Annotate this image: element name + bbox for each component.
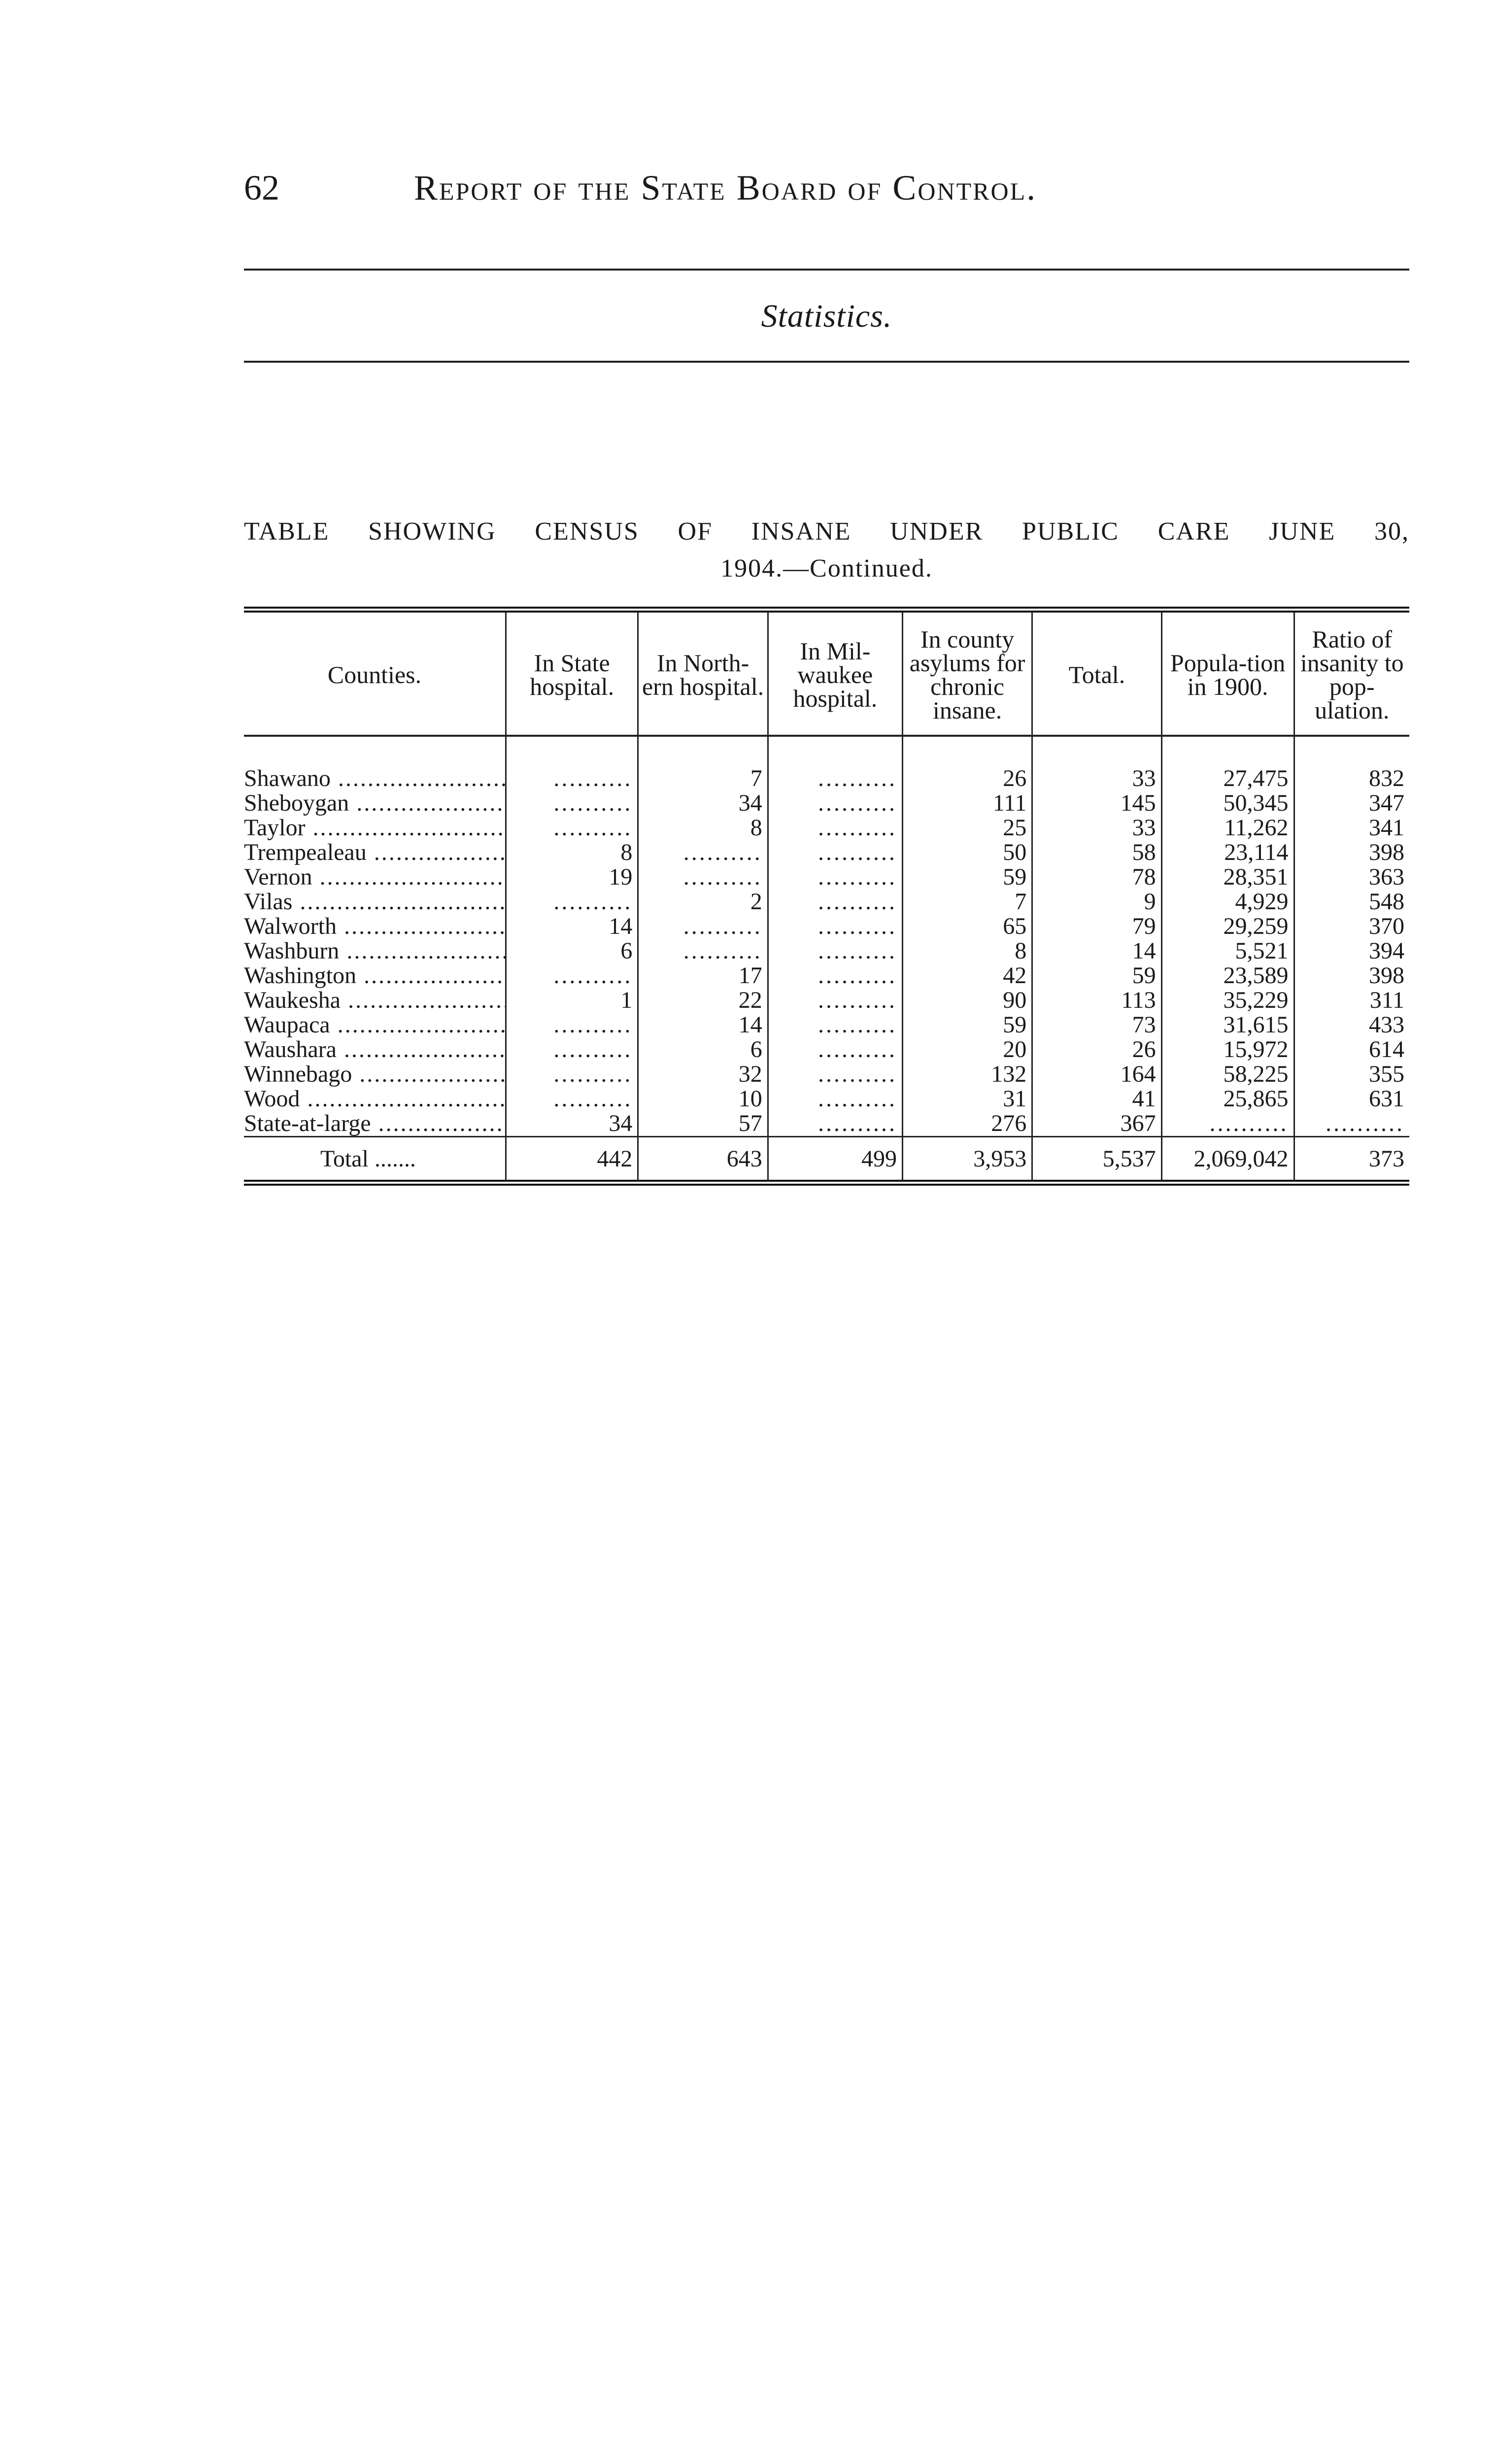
column-header: Total.	[1032, 610, 1161, 736]
cell-milwaukee: ..........	[768, 890, 902, 914]
document-page	[244, 168, 1409, 1186]
table-row	[244, 988, 1409, 1013]
cell-population: 4,929	[1161, 890, 1294, 914]
cell-milwaukee: ..........	[768, 1037, 902, 1062]
cell-ratio: 631	[1294, 1087, 1409, 1111]
cell-northern: 10	[638, 1087, 768, 1111]
cell-state: ..........	[506, 1013, 638, 1037]
cell-total: 58	[1032, 840, 1161, 865]
cell-northern: 6	[638, 1037, 768, 1062]
cell-northern: 57	[638, 1111, 768, 1137]
cell-population: 58,225	[1161, 1062, 1294, 1087]
county-name: Winnebago .....	[244, 1062, 506, 1087]
cell-milwaukee: ..........	[768, 939, 902, 963]
cell-population: 27,475	[1161, 736, 1294, 791]
column-header: In Mil-waukee hospital.	[768, 610, 902, 736]
cell-northern: 7	[638, 736, 768, 791]
cell-total: 33	[1032, 816, 1161, 840]
cell-state: ..........	[506, 963, 638, 988]
cell-total: 145	[1032, 791, 1161, 816]
cell-asylums: 31	[902, 1087, 1032, 1111]
table-row	[244, 791, 1409, 816]
census-table	[244, 607, 1409, 1186]
cell-ratio: 548	[1294, 890, 1409, 914]
cell-northern: 32	[638, 1062, 768, 1087]
county-name: Shawano .....	[244, 736, 506, 791]
cell-ratio: 347	[1294, 791, 1409, 816]
column-header: In State hospital.	[506, 610, 638, 736]
cell-state: ..........	[506, 1087, 638, 1111]
cell-ratio: 355	[1294, 1062, 1409, 1087]
cell-ratio: 398	[1294, 963, 1409, 988]
cell-total: 14	[1032, 939, 1161, 963]
cell-state: ..........	[506, 816, 638, 840]
total-state: 442	[506, 1137, 638, 1183]
cell-state: ..........	[506, 791, 638, 816]
cell-ratio: ..........	[1294, 1111, 1409, 1137]
table-row	[244, 914, 1409, 939]
table-row	[244, 963, 1409, 988]
total-asylums: 3,953	[902, 1137, 1032, 1183]
cell-state: 34	[506, 1111, 638, 1137]
table-row	[244, 939, 1409, 963]
cell-northern: 17	[638, 963, 768, 988]
county-name: Waukesha .....	[244, 988, 506, 1013]
cell-ratio: 311	[1294, 988, 1409, 1013]
county-name: Walworth .....	[244, 914, 506, 939]
cell-milwaukee: ..........	[768, 840, 902, 865]
cell-total: 26	[1032, 1037, 1161, 1062]
cell-asylums: 59	[902, 1013, 1032, 1037]
cell-northern: ..........	[638, 865, 768, 890]
table-row	[244, 736, 1409, 791]
cell-asylums: 7	[902, 890, 1032, 914]
cell-milwaukee: ..........	[768, 736, 902, 791]
table-row	[244, 840, 1409, 865]
cell-ratio: 341	[1294, 816, 1409, 840]
cell-state: ..........	[506, 1037, 638, 1062]
cell-asylums: 132	[902, 1062, 1032, 1087]
table-body	[244, 736, 1409, 1137]
cell-state: 8	[506, 840, 638, 865]
cell-milwaukee: ..........	[768, 963, 902, 988]
county-name: Wood .....	[244, 1087, 506, 1111]
cell-milwaukee: ..........	[768, 1013, 902, 1037]
cell-total: 113	[1032, 988, 1161, 1013]
cell-population: 29,259	[1161, 914, 1294, 939]
cell-northern: 22	[638, 988, 768, 1013]
cell-population: 23,589	[1161, 963, 1294, 988]
total-row	[244, 1137, 1409, 1183]
cell-milwaukee: ..........	[768, 1087, 902, 1111]
cell-ratio: 832	[1294, 736, 1409, 791]
cell-ratio: 398	[1294, 840, 1409, 865]
section-title: Statistics.	[761, 298, 892, 334]
county-name: Vernon .....	[244, 865, 506, 890]
cell-asylums: 59	[902, 865, 1032, 890]
cell-state: ..........	[506, 736, 638, 791]
column-header: In North-ern hospital.	[638, 610, 768, 736]
cell-ratio: 614	[1294, 1037, 1409, 1062]
cell-population: 15,972	[1161, 1037, 1294, 1062]
cell-population: 35,229	[1161, 988, 1294, 1013]
cell-asylums: 26	[902, 736, 1032, 791]
cell-population: ..........	[1161, 1111, 1294, 1137]
cell-northern: ..........	[638, 914, 768, 939]
total-milwaukee: 499	[768, 1137, 902, 1183]
cell-ratio: 363	[1294, 865, 1409, 890]
table-header-row	[244, 610, 1409, 736]
cell-asylums: 65	[902, 914, 1032, 939]
cell-total: 33	[1032, 736, 1161, 791]
cell-population: 50,345	[1161, 791, 1294, 816]
cell-milwaukee: ..........	[768, 914, 902, 939]
column-header: Popula-tion in 1900.	[1161, 610, 1294, 736]
cell-state: 1	[506, 988, 638, 1013]
cell-milwaukee: ..........	[768, 988, 902, 1013]
cell-state: 14	[506, 914, 638, 939]
county-name: Trempealeau .....	[244, 840, 506, 865]
cell-asylums: 276	[902, 1111, 1032, 1137]
cell-northern: ..........	[638, 939, 768, 963]
cell-total: 164	[1032, 1062, 1161, 1087]
cell-total: 59	[1032, 963, 1161, 988]
table-caption	[244, 513, 1409, 587]
county-name: Washburn .....	[244, 939, 506, 963]
cell-total: 79	[1032, 914, 1161, 939]
section-rule	[244, 361, 1409, 363]
cell-population: 11,262	[1161, 816, 1294, 840]
cell-milwaukee: ..........	[768, 816, 902, 840]
cell-population: 23,114	[1161, 840, 1294, 865]
cell-milwaukee: ..........	[768, 791, 902, 816]
cell-asylums: 90	[902, 988, 1032, 1013]
cell-asylums: 50	[902, 840, 1032, 865]
cell-ratio: 394	[1294, 939, 1409, 963]
total-population: 2,069,042	[1161, 1137, 1294, 1183]
cell-total: 9	[1032, 890, 1161, 914]
total-total: 5,537	[1032, 1137, 1161, 1183]
table-row	[244, 865, 1409, 890]
cell-asylums: 8	[902, 939, 1032, 963]
cell-population: 25,865	[1161, 1087, 1294, 1111]
cell-state: ..........	[506, 890, 638, 914]
total-label: Total .......	[244, 1137, 506, 1183]
cell-milwaukee: ..........	[768, 865, 902, 890]
cell-state: ..........	[506, 1062, 638, 1087]
cell-total: 41	[1032, 1087, 1161, 1111]
county-name: Vilas .....	[244, 890, 506, 914]
column-header: Ratio of insanity to pop-ulation.	[1294, 610, 1409, 736]
table-row	[244, 1087, 1409, 1111]
county-name: Waushara .....	[244, 1037, 506, 1062]
cell-northern: 34	[638, 791, 768, 816]
cell-state: 19	[506, 865, 638, 890]
county-name: Washington .....	[244, 963, 506, 988]
table-row	[244, 816, 1409, 840]
cell-milwaukee: ..........	[768, 1062, 902, 1087]
column-header: Counties.	[244, 610, 506, 736]
cell-asylums: 111	[902, 791, 1032, 816]
cell-milwaukee: ..........	[768, 1111, 902, 1137]
cell-asylums: 42	[902, 963, 1032, 988]
cell-ratio: 370	[1294, 914, 1409, 939]
table-row	[244, 1037, 1409, 1062]
running-head	[244, 168, 1409, 222]
cell-northern: ..........	[638, 840, 768, 865]
cell-population: 5,521	[1161, 939, 1294, 963]
total-northern: 643	[638, 1137, 768, 1183]
table-row	[244, 1062, 1409, 1087]
cell-northern: 8	[638, 816, 768, 840]
column-header: In county asylums for chronic insane.	[902, 610, 1032, 736]
cell-state: 6	[506, 939, 638, 963]
table-row	[244, 1111, 1409, 1137]
running-title: Report of the State Board of Control.	[414, 168, 1037, 207]
county-name: Sheboygan .....	[244, 791, 506, 816]
total-ratio: 373	[1294, 1137, 1409, 1183]
caption-line-1: TABLE SHOWING CENSUS OF INSANE UNDER PUBLIC CARE JUNE 30,	[244, 517, 1409, 546]
county-name: Waupaca .....	[244, 1013, 506, 1037]
table-row	[244, 890, 1409, 914]
cell-population: 31,615	[1161, 1013, 1294, 1037]
cell-northern: 14	[638, 1013, 768, 1037]
cell-northern: 2	[638, 890, 768, 914]
cell-population: 28,351	[1161, 865, 1294, 890]
cell-total: 367	[1032, 1111, 1161, 1137]
cell-total: 73	[1032, 1013, 1161, 1037]
cell-total: 78	[1032, 865, 1161, 890]
county-name: State-at-large .....	[244, 1111, 506, 1137]
county-name: Taylor .....	[244, 816, 506, 840]
caption-line-2: 1904.—Continued.	[720, 554, 933, 582]
header-rule	[244, 269, 1409, 271]
cell-asylums: 20	[902, 1037, 1032, 1062]
table-row	[244, 1013, 1409, 1037]
cell-asylums: 25	[902, 816, 1032, 840]
page-number: 62	[244, 168, 279, 207]
cell-ratio: 433	[1294, 1013, 1409, 1037]
